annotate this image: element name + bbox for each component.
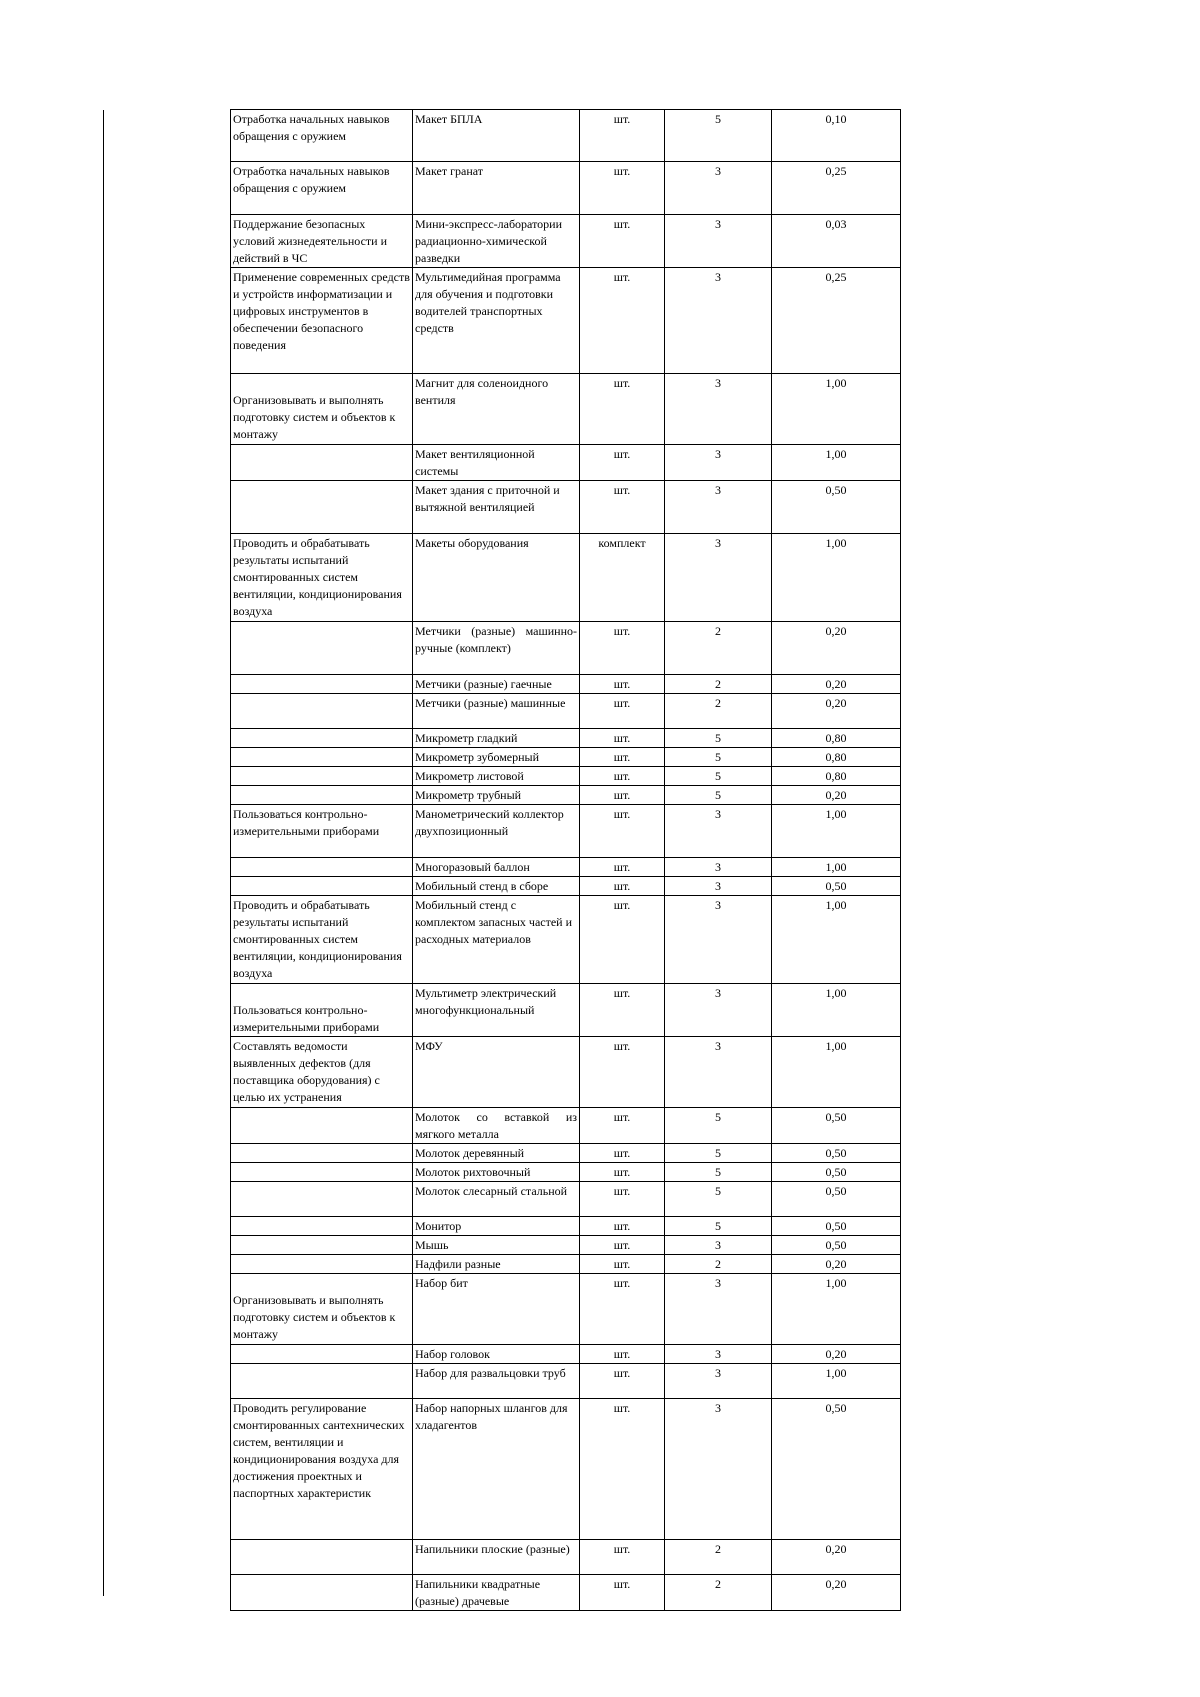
unit-cell: шт. xyxy=(580,110,665,162)
skill-cell xyxy=(231,767,413,786)
table-row xyxy=(231,1108,901,1144)
norm-cell: 1,00 xyxy=(772,1274,901,1345)
norm-cell: 0,80 xyxy=(772,767,901,786)
norm-cell: 0,50 xyxy=(772,1399,901,1540)
unit-cell: шт. xyxy=(580,858,665,877)
table-row xyxy=(231,1217,901,1236)
unit-cell: шт. xyxy=(580,1575,665,1611)
skill-cell xyxy=(231,675,413,694)
skill-cell: Отработка начальных навыков обращения с оружием xyxy=(231,162,413,215)
item-cell: Метчики (разные) машинно-ручные (комплект) xyxy=(413,622,580,675)
unit-cell: шт. xyxy=(580,767,665,786)
table-row xyxy=(231,675,901,694)
table-row xyxy=(231,1399,901,1540)
unit-cell: шт. xyxy=(580,445,665,481)
skill-cell: Организовывать и выполнять подготовку систем и объектов к монтажу xyxy=(231,374,413,445)
table-row xyxy=(231,877,901,896)
norm-cell: 0,50 xyxy=(772,481,901,534)
quantity-cell: 5 xyxy=(665,748,772,767)
quantity-cell: 3 xyxy=(665,858,772,877)
quantity-cell: 3 xyxy=(665,1345,772,1364)
skill-cell xyxy=(231,1144,413,1163)
skill-cell xyxy=(231,748,413,767)
norm-cell: 1,00 xyxy=(772,445,901,481)
quantity-cell: 3 xyxy=(665,445,772,481)
table-row xyxy=(231,858,901,877)
unit-cell: шт. xyxy=(580,215,665,268)
table-row xyxy=(231,1274,901,1345)
norm-cell: 0,50 xyxy=(772,1182,901,1217)
page-margin-rule xyxy=(103,110,104,1596)
quantity-cell: 5 xyxy=(665,729,772,748)
table-row xyxy=(231,896,901,984)
unit-cell: шт. xyxy=(580,1345,665,1364)
item-cell: Набор напорных шлангов для хладагентов xyxy=(413,1399,580,1540)
item-cell: Микрометр листовой xyxy=(413,767,580,786)
norm-cell: 0,50 xyxy=(772,1236,901,1255)
skill-cell xyxy=(231,694,413,729)
norm-cell: 0,80 xyxy=(772,729,901,748)
skill-cell: Проводить и обрабатывать результаты испытаний смонтированных систем вентиляции, кондиционирования воздуха xyxy=(231,896,413,984)
norm-cell: 0,03 xyxy=(772,215,901,268)
unit-cell: шт. xyxy=(580,1399,665,1540)
unit-cell: шт. xyxy=(580,1274,665,1345)
table-row xyxy=(231,748,901,767)
item-cell: Мобильный стенд в сборе xyxy=(413,877,580,896)
norm-cell: 1,00 xyxy=(772,896,901,984)
norm-cell: 0,20 xyxy=(772,1540,901,1575)
norm-cell: 0,50 xyxy=(772,1144,901,1163)
unit-cell: шт. xyxy=(580,1144,665,1163)
item-cell: Микрометр зубомерный xyxy=(413,748,580,767)
norm-cell: 1,00 xyxy=(772,374,901,445)
item-cell: Мышь xyxy=(413,1236,580,1255)
item-cell: Макет вентиляционной системы xyxy=(413,445,580,481)
norm-cell: 0,20 xyxy=(772,694,901,729)
unit-cell: шт. xyxy=(580,729,665,748)
skill-cell xyxy=(231,1182,413,1217)
norm-cell: 0,50 xyxy=(772,1163,901,1182)
table-row xyxy=(231,110,901,162)
quantity-cell: 2 xyxy=(665,1575,772,1611)
item-cell: Набор бит xyxy=(413,1274,580,1345)
item-cell: Многоразовый баллон xyxy=(413,858,580,877)
skill-cell: Отработка начальных навыков обращения с оружием xyxy=(231,110,413,162)
table-row xyxy=(231,1037,901,1108)
skill-cell xyxy=(231,1217,413,1236)
unit-cell: шт. xyxy=(580,268,665,374)
item-cell: Надфили разные xyxy=(413,1255,580,1274)
quantity-cell: 3 xyxy=(665,374,772,445)
table-row xyxy=(231,268,901,374)
skill-cell: Пользоваться контрольно-измерительными приборами xyxy=(231,805,413,858)
skill-cell xyxy=(231,481,413,534)
table-row xyxy=(231,1575,901,1611)
norm-cell: 0,20 xyxy=(772,1575,901,1611)
item-cell: Манометрический коллектор двухпозиционный xyxy=(413,805,580,858)
table-row xyxy=(231,1163,901,1182)
table-row xyxy=(231,1144,901,1163)
norm-cell: 1,00 xyxy=(772,984,901,1037)
quantity-cell: 2 xyxy=(665,1540,772,1575)
unit-cell: шт. xyxy=(580,1108,665,1144)
unit-cell: шт. xyxy=(580,675,665,694)
norm-cell: 0,20 xyxy=(772,1255,901,1274)
item-cell: Макет гранат xyxy=(413,162,580,215)
table-row xyxy=(231,215,901,268)
quantity-cell: 3 xyxy=(665,1037,772,1108)
unit-cell: шт. xyxy=(580,786,665,805)
table-row xyxy=(231,694,901,729)
quantity-cell: 2 xyxy=(665,675,772,694)
table-row xyxy=(231,1255,901,1274)
unit-cell: шт. xyxy=(580,694,665,729)
norm-cell: 0,25 xyxy=(772,268,901,374)
unit-cell: шт. xyxy=(580,622,665,675)
norm-cell: 0,50 xyxy=(772,1108,901,1144)
quantity-cell: 3 xyxy=(665,268,772,374)
item-cell: Мобильный стенд с комплектом запасных частей и расходных материалов xyxy=(413,896,580,984)
skill-cell xyxy=(231,622,413,675)
skill-cell xyxy=(231,1540,413,1575)
quantity-cell: 5 xyxy=(665,1217,772,1236)
norm-cell: 0,10 xyxy=(772,110,901,162)
item-cell: Макет здания с приточной и вытяжной вентиляцией xyxy=(413,481,580,534)
norm-cell: 0,20 xyxy=(772,1345,901,1364)
unit-cell: шт. xyxy=(580,1540,665,1575)
item-cell: Молоток рихтовочный xyxy=(413,1163,580,1182)
skill-cell xyxy=(231,1236,413,1255)
table-row xyxy=(231,786,901,805)
unit-cell: шт. xyxy=(580,877,665,896)
quantity-cell: 3 xyxy=(665,984,772,1037)
skill-cell: Пользоваться контрольно-измерительными приборами xyxy=(231,984,413,1037)
quantity-cell: 3 xyxy=(665,481,772,534)
skill-cell xyxy=(231,1163,413,1182)
quantity-cell: 3 xyxy=(665,1364,772,1399)
table-row xyxy=(231,805,901,858)
item-cell: Макеты оборудования xyxy=(413,534,580,622)
quantity-cell: 5 xyxy=(665,1144,772,1163)
skill-cell xyxy=(231,1108,413,1144)
item-cell: Набор для развальцовки труб xyxy=(413,1364,580,1399)
norm-cell: 0,20 xyxy=(772,675,901,694)
norm-cell: 1,00 xyxy=(772,1364,901,1399)
table-row xyxy=(231,1236,901,1255)
quantity-cell: 3 xyxy=(665,896,772,984)
norm-cell: 0,20 xyxy=(772,622,901,675)
skill-cell xyxy=(231,1364,413,1399)
table-row xyxy=(231,374,901,445)
item-cell: Монитор xyxy=(413,1217,580,1236)
table-row xyxy=(231,534,901,622)
quantity-cell: 3 xyxy=(665,215,772,268)
skill-cell: Организовывать и выполнять подготовку систем и объектов к монтажу xyxy=(231,1274,413,1345)
unit-cell: шт. xyxy=(580,481,665,534)
unit-cell: шт. xyxy=(580,984,665,1037)
item-cell: Мультимедийная программа для обучения и подготовки водителей транспортных средств xyxy=(413,268,580,374)
item-cell: Микрометр трубный xyxy=(413,786,580,805)
item-cell: Метчики (разные) гаечные xyxy=(413,675,580,694)
item-cell: Микрометр гладкий xyxy=(413,729,580,748)
quantity-cell: 3 xyxy=(665,1274,772,1345)
norm-cell: 0,80 xyxy=(772,748,901,767)
equipment-table xyxy=(230,109,901,1611)
table-row xyxy=(231,622,901,675)
item-cell: Мультиметр электрический многофункциональный xyxy=(413,984,580,1037)
quantity-cell: 3 xyxy=(665,1236,772,1255)
skill-cell xyxy=(231,729,413,748)
table-row xyxy=(231,729,901,748)
item-cell: Молоток слесарный стальной xyxy=(413,1182,580,1217)
unit-cell: шт. xyxy=(580,1217,665,1236)
norm-cell: 0,50 xyxy=(772,877,901,896)
equipment-table-body xyxy=(231,110,901,1611)
item-cell: Молоток деревянный xyxy=(413,1144,580,1163)
quantity-cell: 3 xyxy=(665,534,772,622)
skill-cell: Проводить и обрабатывать результаты испытаний смонтированных систем вентиляции, кондиционирования воздуха xyxy=(231,534,413,622)
skill-cell: Применение современных средств и устройств информатизации и цифровых инструментов в обеспечении безопасного поведения xyxy=(231,268,413,374)
quantity-cell: 5 xyxy=(665,1108,772,1144)
unit-cell: шт. xyxy=(580,1236,665,1255)
table-row xyxy=(231,1345,901,1364)
norm-cell: 0,20 xyxy=(772,786,901,805)
norm-cell: 1,00 xyxy=(772,534,901,622)
unit-cell: шт. xyxy=(580,896,665,984)
skill-cell xyxy=(231,1255,413,1274)
item-cell: Метчики (разные) машинные xyxy=(413,694,580,729)
skill-cell xyxy=(231,445,413,481)
skill-cell xyxy=(231,1575,413,1611)
unit-cell: шт. xyxy=(580,1037,665,1108)
skill-cell: Составлять ведомости выявленных дефектов (для поставщика оборудования) с целью их устранения xyxy=(231,1037,413,1108)
unit-cell: шт. xyxy=(580,1364,665,1399)
unit-cell: шт. xyxy=(580,748,665,767)
item-cell: Молоток со вставкой из мягкого металла xyxy=(413,1108,580,1144)
quantity-cell: 5 xyxy=(665,767,772,786)
quantity-cell: 2 xyxy=(665,694,772,729)
unit-cell: шт. xyxy=(580,1255,665,1274)
skill-cell xyxy=(231,1345,413,1364)
unit-cell: шт. xyxy=(580,805,665,858)
unit-cell: шт. xyxy=(580,374,665,445)
quantity-cell: 5 xyxy=(665,1163,772,1182)
quantity-cell: 5 xyxy=(665,1182,772,1217)
table-row xyxy=(231,1364,901,1399)
quantity-cell: 3 xyxy=(665,162,772,215)
norm-cell: 0,25 xyxy=(772,162,901,215)
item-cell: Магнит для соленоидного вентиля xyxy=(413,374,580,445)
table-row xyxy=(231,1540,901,1575)
unit-cell: шт. xyxy=(580,1182,665,1217)
norm-cell: 0,50 xyxy=(772,1217,901,1236)
unit-cell: комплект xyxy=(580,534,665,622)
unit-cell: шт. xyxy=(580,1163,665,1182)
table-row xyxy=(231,984,901,1037)
quantity-cell: 2 xyxy=(665,622,772,675)
table-row xyxy=(231,162,901,215)
item-cell: Напильники квадратные (разные) драчевые xyxy=(413,1575,580,1611)
norm-cell: 1,00 xyxy=(772,1037,901,1108)
quantity-cell: 5 xyxy=(665,786,772,805)
quantity-cell: 5 xyxy=(665,110,772,162)
norm-cell: 1,00 xyxy=(772,805,901,858)
table-row xyxy=(231,445,901,481)
skill-cell xyxy=(231,858,413,877)
item-cell: Напильники плоские (разные) xyxy=(413,1540,580,1575)
skill-cell xyxy=(231,877,413,896)
skill-cell: Проводить регулирование смонтированных сантехнических систем, вентиляции и кондиционирования воздуха для достижения проектных и паспортных характеристик xyxy=(231,1399,413,1540)
quantity-cell: 2 xyxy=(665,1255,772,1274)
table-row xyxy=(231,767,901,786)
item-cell: МФУ xyxy=(413,1037,580,1108)
quantity-cell: 3 xyxy=(665,805,772,858)
quantity-cell: 3 xyxy=(665,877,772,896)
item-cell: Мини-экспресс-лаборатории радиационно-химической разведки xyxy=(413,215,580,268)
skill-cell: Поддержание безопасных условий жизнедеятельности и действий в ЧС xyxy=(231,215,413,268)
item-cell: Макет БПЛА xyxy=(413,110,580,162)
table-row xyxy=(231,481,901,534)
unit-cell: шт. xyxy=(580,162,665,215)
table-row xyxy=(231,1182,901,1217)
norm-cell: 1,00 xyxy=(772,858,901,877)
item-cell: Набор головок xyxy=(413,1345,580,1364)
skill-cell xyxy=(231,786,413,805)
quantity-cell: 3 xyxy=(665,1399,772,1540)
